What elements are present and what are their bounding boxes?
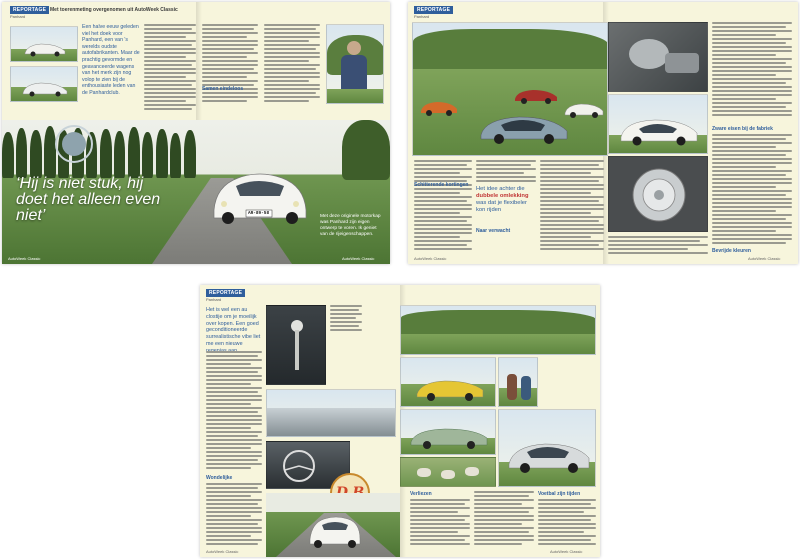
spread-top-right [408,2,798,264]
subhead-a: Wondelijke [206,475,233,481]
pull-quote-bold: dubbele omlekking [476,193,529,199]
intro-text: Het is wel een au clostije om je moeilijk over kopen. Een goed geconditioneerde surrealistische vibe liet me een nieuwe [206,307,261,347]
hubcap-icon [631,167,687,223]
subhead-b: Verliezen [410,491,432,497]
car-grey [507,434,591,476]
steering-wheel-icon [281,448,317,484]
panhard-car-hero [208,164,312,228]
license-plate: AR-89-58 [248,211,270,216]
running-header: Met toerenmeting overgenomen uit AutoWeek Classic [50,7,178,13]
emblem-circle [54,124,94,164]
photo-yellow-car [400,357,496,407]
page-number-left: AutoWeek Classic [206,549,239,554]
photo-road-car [266,493,400,557]
photo-small-car-2 [10,66,78,102]
body-column-1 [144,24,196,112]
photo-meeting-field [400,305,596,355]
car-yellow [415,374,485,402]
body-column-5 [538,499,596,547]
intro-text: Een halve eeuw geleden viel het doek voor Panhard, een van 's werelds oudste autofabrikanten. Maar de prachtig gevormde en geavanceerde wagens van het merk zijn nog volop te zien bij de enthousiaste leden van de Panhardclub. [82,24,140,96]
photo-car-grille [266,389,396,437]
panhard-car-road [306,511,364,549]
caption-column [330,305,362,333]
car-white [619,113,699,147]
section-subtag: Panhard [206,297,222,302]
photo-hubcap [608,156,708,232]
photo-sheep [400,457,496,487]
section-tag: REPORTAGE [10,6,49,14]
pull-quote [476,186,536,214]
body-column-right-top [712,22,792,118]
page-number-right: AutoWeek Classic [748,256,781,261]
photo-small-car-1 [10,26,78,62]
car-blue-grey [479,107,569,147]
subhead-right: Zware eisen bij de fabriek [712,126,773,132]
page-number-right: AutoWeek Classic [550,549,583,554]
photo-grey-car [498,409,596,487]
body-column-1 [206,351,262,471]
page-number-left: AutoWeek Classic [414,256,447,261]
car-red [513,85,559,105]
body-column-3 [540,160,604,252]
body-column-3 [264,24,320,104]
body-column-3 [474,491,534,547]
section-subtag: Panhard [10,14,26,19]
hero-quote: ‘Hij is niet stuk, hij doet het alleen even niet’ [16,175,161,224]
tree-line [2,132,14,178]
body-column-2 [476,160,536,184]
spread-bottom [200,285,600,557]
body-column-1 [414,160,472,252]
photo-green-car [400,409,496,455]
photo-white-car [608,94,708,154]
page-number-right: AutoWeek Classic [342,256,375,261]
photo-engine [608,22,708,92]
photo-people [498,357,538,407]
section-tag: REPORTAGE [206,289,245,297]
subhead-c: Voetbal zijn tijden [538,491,581,497]
car-icon [21,79,69,97]
body-column-2 [202,24,258,104]
spread-top-left [2,2,390,264]
subhead-a: Schitterende kortingen [414,182,469,188]
subhead: Samen eindeloos [202,86,244,92]
car-white-small [563,99,605,119]
car-green [409,422,489,450]
car-orange [419,97,459,117]
page-number-left: AutoWeek Classic [8,256,41,261]
section-tag: REPORTAGE [414,6,453,14]
body-column-right-bottom [712,134,792,246]
photo-owner [326,24,384,104]
body-column-1b [206,483,262,547]
subhead-c: Bevrijde kleuren [712,248,751,254]
photo-gearlever [266,305,326,385]
body-column-2 [410,499,470,547]
car-icon [23,41,67,57]
section-subtag: Panhard [414,14,430,19]
pull-quote-pre: Het idee achter die [476,186,525,192]
pull-quote: Met deze originele motorkap was Panhard zijn eigen ontwerp te voren. Ik geniet van de rijeigenschappen. [320,214,381,237]
subhead-b: Naar verwacht [476,228,511,234]
photo-car-meeting [412,22,608,156]
body-column-4 [608,236,708,256]
pull-quote-post: was dat je flexibeler kon rijden [476,200,527,213]
